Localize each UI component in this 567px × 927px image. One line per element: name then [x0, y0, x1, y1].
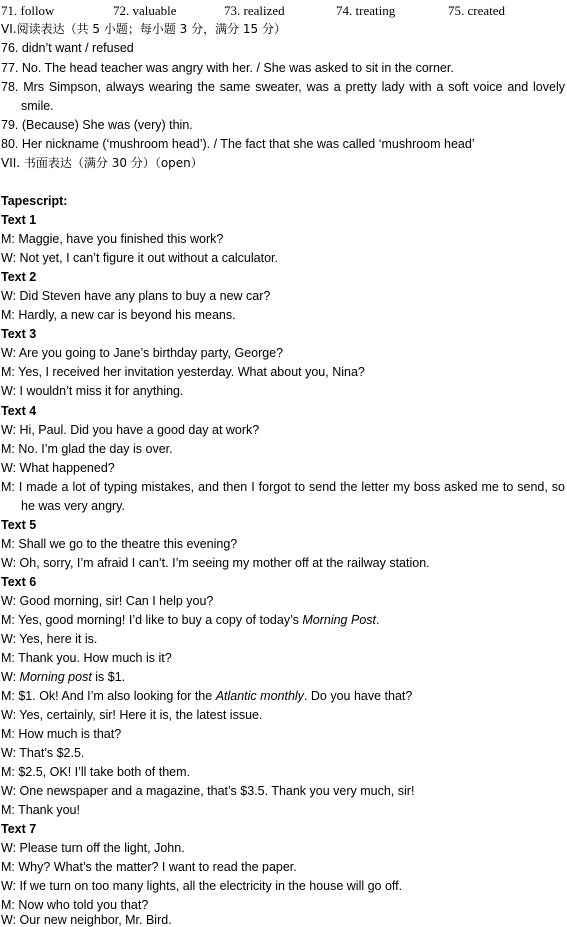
text-6-line: W: Yes, here it is. — [1, 632, 98, 646]
answer-80: 80. Her nickname (‘mushroom head’). / The fact that she was called ‘mushroom head’ — [1, 137, 475, 151]
text-6-line: M: Thank you. How much is it? — [1, 651, 172, 665]
text-6-line — [1, 611, 565, 630]
answer-75: 75. created — [448, 3, 506, 18]
text-3-line: W: Are you going to Jane’s birthday party, George? — [1, 346, 284, 360]
text-6-line: M: $2.5, OK! I’ll take both of them. — [1, 765, 190, 779]
text-3-title: Text 3 — [1, 327, 37, 341]
answer-71: 71. follow — [1, 3, 55, 18]
answer-77: 77. No. The head teacher was angry with her. / She was asked to sit in the corner. — [1, 61, 454, 75]
magazine-title: Atlantic monthly — [215, 689, 304, 703]
text-6-line: W: One newspaper and a magazine, that’s $3.5. Thank you very much, sir! — [1, 784, 415, 798]
text-6-line-part: . — [376, 613, 380, 627]
tapescript-heading: Tapescript: — [1, 194, 68, 208]
answer-76: 76. didn’t want / refused — [1, 41, 134, 55]
answers-71-75-row — [0, 1, 567, 20]
text-5-line: M: Shall we go to the theatre this evening? — [1, 537, 238, 551]
text-5-title: Text 5 — [1, 518, 37, 532]
newspaper-title: Morning Post — [302, 613, 376, 627]
text-1-line: W: Not yet, I can’t figure it out without a calculator. — [1, 251, 278, 265]
answer-78-line-1: 78. Mrs Simpson, always wearing the same sweater, was a pretty lady with a soft voice and lovely — [1, 80, 565, 94]
section-7-heading: VII. 书面表达（满分 30 分）（open） — [1, 156, 203, 170]
answer-79: 79. (Because) She was (very) thin. — [1, 118, 193, 132]
text-6-line: W: Yes, certainly, sir! Here it is, the latest issue. — [1, 708, 263, 722]
text-6-line-part: M: $1. Ok! And I’m also looking for the — [1, 689, 216, 703]
text-6-line-part: M: Yes, good morning! I’d like to buy a copy of today’s — [1, 613, 303, 627]
answer-74: 74. treating — [336, 3, 396, 18]
text-3-line: M: Yes, I received her invitation yesterday. What about you, Nina? — [1, 365, 365, 379]
text-6-line: M: Thank you! — [1, 803, 80, 817]
text-6-line-part: . Do you have that? — [303, 689, 413, 703]
text-4-line: M: No. I’m glad the day is over. — [1, 442, 173, 456]
text-3-line: W: I wouldn’t miss it for anything. — [1, 384, 184, 398]
text-1-line: M: Maggie, have you finished this work? — [1, 232, 224, 246]
text-7-line: W: Please turn off the light, John. — [1, 841, 185, 855]
text-7-line: W: If we turn on too many lights, all the electricity in the house will go off. — [1, 879, 403, 893]
answer-73: 73. realized — [224, 3, 285, 18]
text-7-line: M: Now who told you that? — [1, 898, 149, 912]
text-4-line: he was very angry. — [21, 499, 125, 513]
section-6-heading: VI.阅读表达（共 5 小题；每小题 3 分，满分 15 分） — [1, 22, 286, 36]
text-4-line: W: What happened? — [1, 461, 115, 475]
text-6-title: Text 6 — [1, 575, 37, 589]
newspaper-title: Morning post — [19, 670, 92, 684]
text-7-title: Text 7 — [1, 822, 37, 836]
text-6-line-part: W: — [1, 670, 20, 684]
text-5-line: W: Oh, sorry, I’m afraid I can’t. I’m seeing my mother off at the railway station. — [1, 556, 430, 570]
text-4-title: Text 4 — [1, 404, 37, 418]
text-4-line: M: I made a lot of typing mistakes, and then I forgot to send the letter my boss asked me to send, so — [1, 480, 565, 494]
answer-78-line-2: smile. — [21, 99, 54, 113]
text-6-line: W: Good morning, sir! Can I help you? — [1, 594, 214, 608]
text-7-line: M: Why? What’s the matter? I want to read the paper. — [1, 860, 297, 874]
text-6-line: W: That’s $2.5. — [1, 746, 85, 760]
text-2-line: M: Hardly, a new car is beyond his means. — [1, 308, 236, 322]
text-1-title: Text 1 — [1, 213, 37, 227]
text-2-title: Text 2 — [1, 270, 37, 284]
text-6-line — [1, 687, 565, 706]
text-4-line: W: Hi, Paul. Did you have a good day at work? — [1, 423, 260, 437]
text-7-line: W: Our new neighbor, Mr. Bird. — [1, 914, 172, 927]
text-6-line — [1, 668, 565, 687]
text-2-line: W: Did Steven have any plans to buy a new car? — [1, 289, 271, 303]
text-6-line: M: How much is that? — [1, 727, 122, 741]
text-6-line-part: is $1. — [91, 670, 126, 684]
answer-72: 72. valuable — [113, 3, 177, 18]
